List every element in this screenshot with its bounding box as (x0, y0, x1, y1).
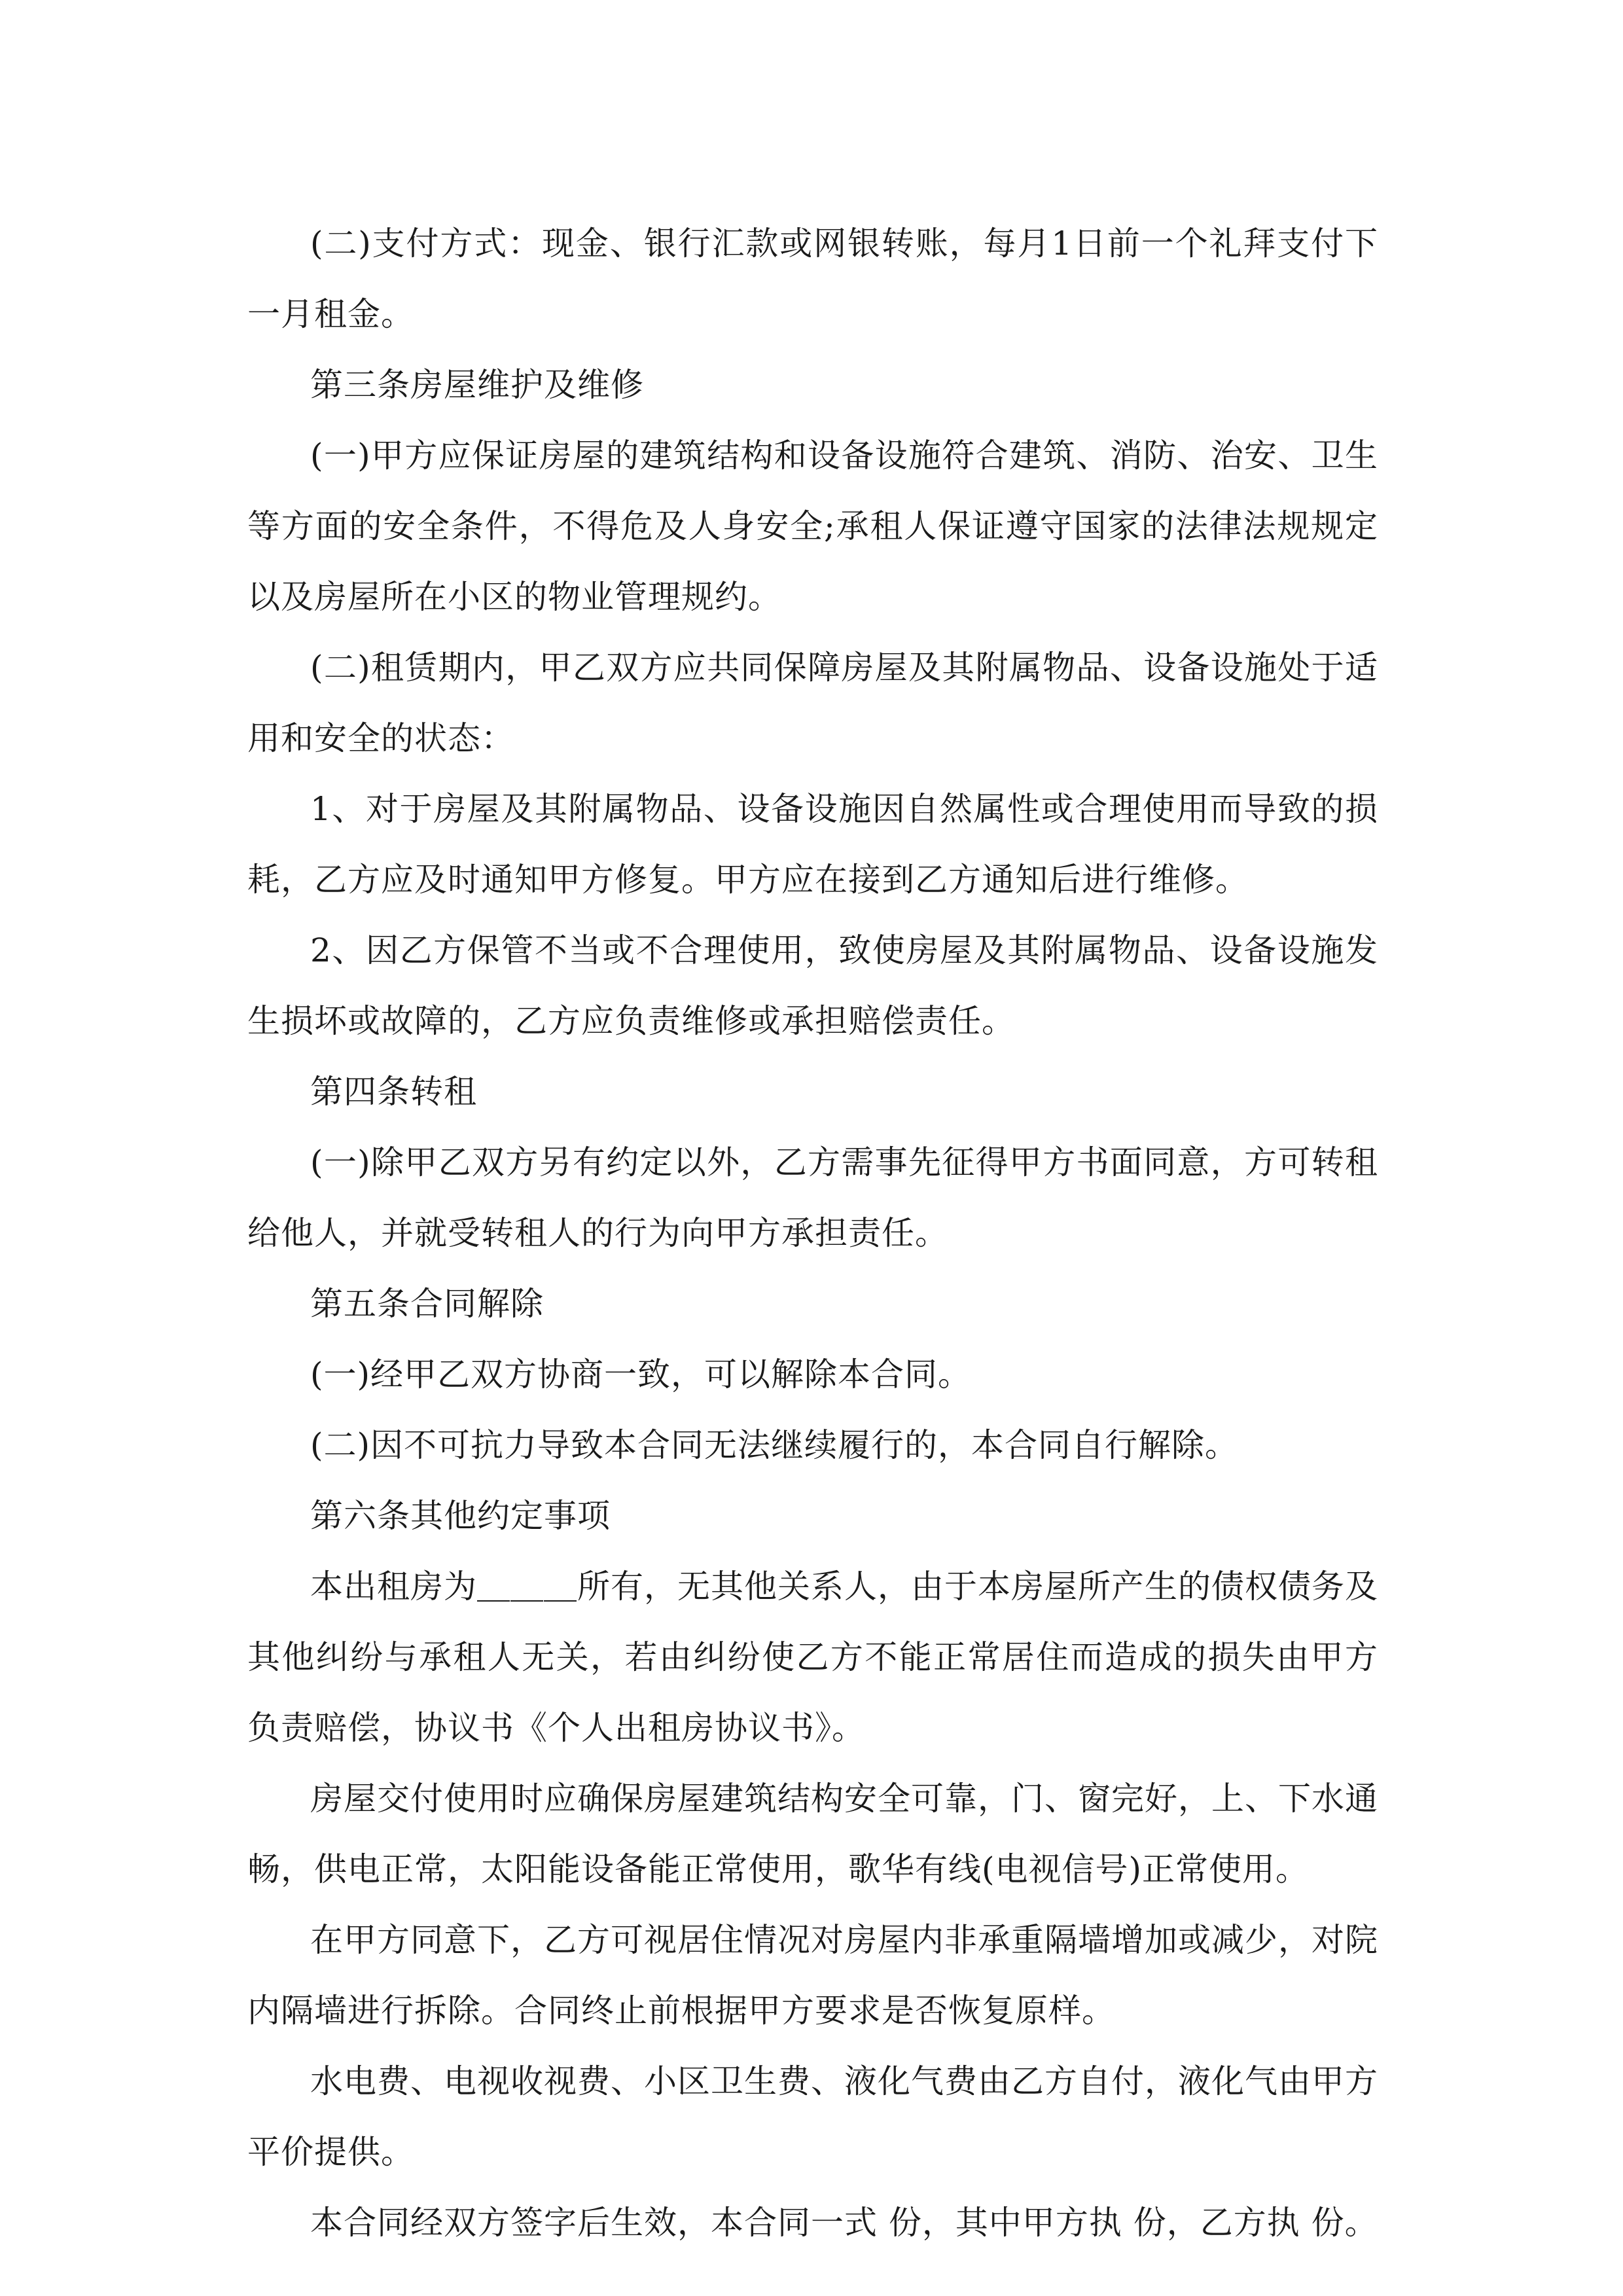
other-terms-delivery: 房屋交付使用时应确保房屋建筑结构安全可靠，门、窗完好，上、下水通畅，供电正常，太阳能设备能正常使用，歌华有线(电视信号)正常使用。 (247, 1780, 1378, 1888)
payment-method-paragraph: (二)支付方式：现金、银行汇款或网银转账，每月1日前一个礼拜支付下一月租金。 (247, 224, 1378, 333)
termination-clause-2: (二)因不可抗力导致本合同无法继续履行的，本合同自行解除。 (310, 1426, 1239, 1464)
section-heading-maintenance: 第三条房屋维护及维修 (310, 366, 644, 404)
sublease-clause-1: (一)除甲乙双方另有约定以外，乙方需事先征得甲方书面同意，方可转租给他人，并就受转租人的行为向甲方承担责任。 (247, 1143, 1378, 1252)
effectiveness-clause: 本合同经双方签字后生效，本合同一式 份，其中甲方执 份，乙方执 份。 (310, 2204, 1378, 2242)
other-terms-utilities: 水电费、电视收视费、小区卫生费、液化气费由乙方自付，液化气由甲方平价提供。 (247, 2062, 1378, 2171)
section-heading-other-terms: 第六条其他约定事项 (310, 1497, 611, 1535)
other-terms-ownership: 本出租房为＿＿＿所有，无其他关系人，由于本房屋所产生的债权债务及其他纠纷与承租人无关，若由纠纷使乙方不能正常居住而造成的损失由甲方负责赔偿，协议书《个人出租房协议书》。 (247, 1568, 1378, 1747)
maintenance-clause-1: (一)甲方应保证房屋的建筑结构和设备设施符合建筑、消防、治安、卫生等方面的安全条件，不得危及人身安全;承租人保证遵守国家的法律法规规定以及房屋所在小区的物业管理规约。 (247, 437, 1378, 616)
section-heading-termination: 第五条合同解除 (310, 1285, 544, 1323)
maintenance-clause-2: (二)租赁期内，甲乙双方应共同保障房屋及其附属物品、设备设施处于适用和安全的状态： (247, 649, 1378, 757)
maintenance-item-1: 1、对于房屋及其附属物品、设备设施因自然属性或合理使用而导致的损耗，乙方应及时通知甲方修复。甲方应在接到乙方通知后进行维修。 (247, 790, 1378, 899)
section-heading-sublease: 第四条转租 (310, 1073, 477, 1111)
other-terms-partition: 在甲方同意下，乙方可视居住情况对房屋内非承重隔墙增加或减少，对院内隔墙进行拆除。合同终止前根据甲方要求是否恢复原样。 (247, 1921, 1378, 2030)
document-body (247, 208, 1378, 2258)
maintenance-item-2: 2、因乙方保管不当或不合理使用，致使房屋及其附属物品、设备设施发生损坏或故障的，乙方应负责维修或承担赔偿责任。 (247, 931, 1378, 1040)
termination-clause-1: (一)经甲乙双方协商一致，可以解除本合同。 (310, 1355, 972, 1393)
